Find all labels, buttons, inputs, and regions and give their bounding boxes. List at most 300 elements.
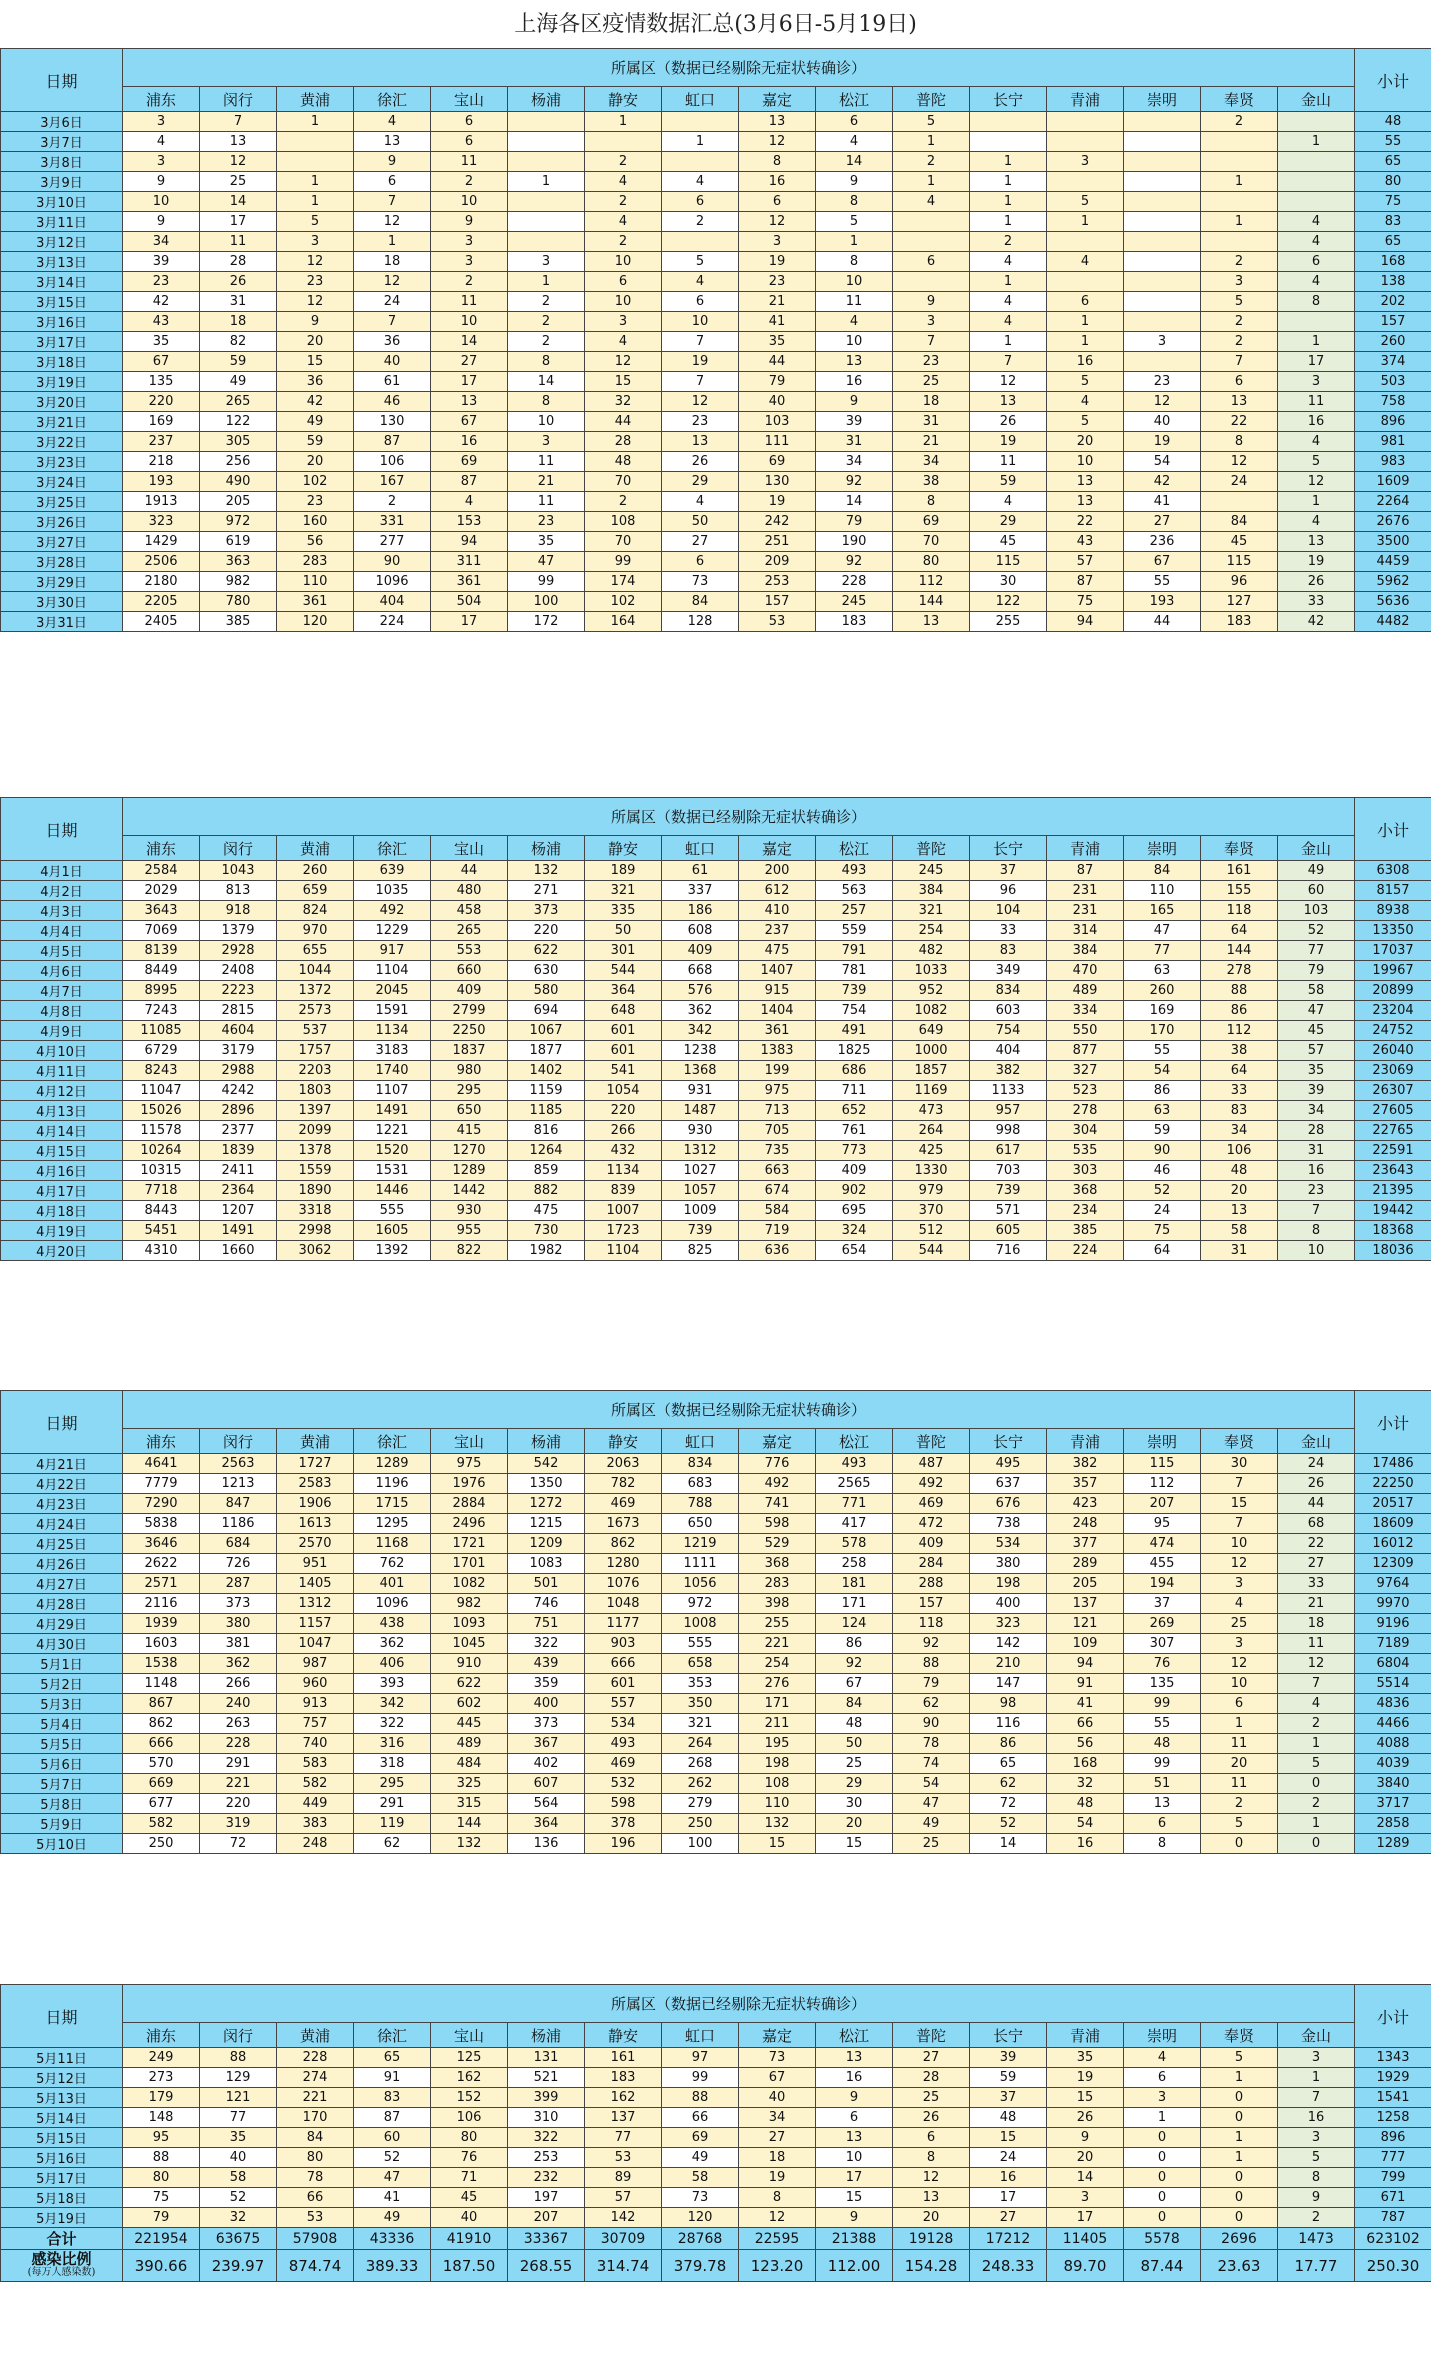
value-cell: 60 (1278, 881, 1355, 901)
value-cell: 582 (277, 1774, 354, 1794)
value-cell: 168 (1047, 1754, 1124, 1774)
subtotal-cell: 8938 (1355, 901, 1431, 921)
value-cell (1201, 232, 1278, 252)
district-header: 长宁 (970, 1429, 1047, 1454)
value-cell: 110 (1124, 881, 1201, 901)
value-cell: 1701 (431, 1554, 508, 1574)
subtotal-cell: 12309 (1355, 1554, 1431, 1574)
district-header: 金山 (1278, 1429, 1355, 1454)
value-cell: 6 (662, 192, 739, 212)
subtotal-cell: 9970 (1355, 1594, 1431, 1614)
ratio-cell: 314.74 (585, 2250, 662, 2282)
date-cell: 5月12日 (1, 2068, 123, 2088)
subtotal-cell: 16012 (1355, 1534, 1431, 1554)
value-cell: 791 (816, 941, 893, 961)
value-cell: 111 (739, 432, 816, 452)
value-cell: 162 (585, 2088, 662, 2108)
value-cell: 50 (585, 921, 662, 941)
value-cell: 264 (662, 1734, 739, 1754)
date-cell: 5月17日 (1, 2168, 123, 2188)
value-cell: 9 (893, 292, 970, 312)
value-cell: 423 (1047, 1494, 1124, 1514)
value-cell: 80 (277, 2148, 354, 2168)
value-cell: 12 (970, 372, 1047, 392)
table-row (1, 2168, 1431, 2188)
value-cell (508, 152, 585, 172)
date-cell: 4月8日 (1, 1001, 123, 1021)
value-cell: 25 (893, 2088, 970, 2108)
value-cell: 200 (739, 861, 816, 881)
value-cell: 12 (1278, 1654, 1355, 1674)
district-header: 虹口 (662, 2023, 739, 2048)
table-row (1, 472, 1431, 492)
value-cell: 563 (816, 881, 893, 901)
value-cell: 0 (1124, 2208, 1201, 2228)
value-cell: 19 (1278, 552, 1355, 572)
value-cell: 75 (1047, 592, 1124, 612)
value-cell (1047, 112, 1124, 132)
value-cell: 3643 (123, 901, 200, 921)
value-cell: 17 (200, 212, 277, 232)
value-cell: 1397 (277, 1101, 354, 1121)
value-cell: 659 (277, 881, 354, 901)
value-cell: 22 (1047, 512, 1124, 532)
value-cell: 278 (1047, 1101, 1124, 1121)
value-cell: 274 (277, 2068, 354, 2088)
value-cell: 183 (585, 2068, 662, 2088)
value-cell: 537 (277, 1021, 354, 1041)
value-cell: 63 (1124, 1101, 1201, 1121)
value-cell: 3 (585, 312, 662, 332)
value-cell: 2408 (200, 961, 277, 981)
subtotal-cell: 2264 (1355, 492, 1431, 512)
value-cell: 41 (1124, 492, 1201, 512)
value-cell: 1 (1278, 2068, 1355, 2088)
ratio-cell: 187.50 (431, 2250, 508, 2282)
subtotal-header: 小计 (1355, 798, 1431, 861)
value-cell: 171 (739, 1694, 816, 1714)
value-cell: 288 (893, 1574, 970, 1594)
value-cell: 205 (200, 492, 277, 512)
value-cell: 882 (508, 1181, 585, 1201)
value-cell: 455 (1124, 1554, 1201, 1574)
value-cell: 982 (200, 572, 277, 592)
date-cell: 5月10日 (1, 1834, 123, 1854)
value-cell: 16 (816, 2068, 893, 2088)
value-cell: 13 (1201, 392, 1278, 412)
value-cell: 385 (200, 612, 277, 632)
value-cell: 78 (277, 2168, 354, 2188)
date-header: 日期 (1, 49, 123, 112)
value-cell: 839 (585, 1181, 662, 1201)
value-cell: 1272 (508, 1494, 585, 1514)
value-cell: 48 (1201, 1161, 1278, 1181)
date-cell: 4月12日 (1, 1081, 123, 1101)
value-cell: 35 (739, 332, 816, 352)
value-cell: 741 (739, 1494, 816, 1514)
table-row (1, 2108, 1431, 2128)
table-row (1, 1081, 1431, 1101)
value-cell (662, 112, 739, 132)
subtotal-cell: 20517 (1355, 1494, 1431, 1514)
value-cell: 473 (893, 1101, 970, 1121)
value-cell: 1185 (508, 1101, 585, 1121)
value-cell: 130 (739, 472, 816, 492)
district-header: 静安 (585, 1429, 662, 1454)
ratio-cell: 390.66 (123, 2250, 200, 2282)
value-cell: 975 (431, 1454, 508, 1474)
value-cell: 35 (123, 332, 200, 352)
value-cell: 8995 (123, 981, 200, 1001)
value-cell: 34 (893, 452, 970, 472)
value-cell: 649 (893, 1021, 970, 1041)
value-cell: 2570 (277, 1534, 354, 1554)
value-cell: 13 (816, 352, 893, 372)
value-cell: 12 (893, 2168, 970, 2188)
value-cell: 209 (739, 552, 816, 572)
value-cell: 535 (1047, 1141, 1124, 1161)
value-cell: 557 (585, 1694, 662, 1714)
value-cell: 48 (585, 452, 662, 472)
value-cell: 28 (200, 252, 277, 272)
value-cell (277, 132, 354, 152)
value-cell: 1 (970, 192, 1047, 212)
value-cell: 304 (1047, 1121, 1124, 1141)
value-cell: 867 (123, 1694, 200, 1714)
subtotal-cell: 83 (1355, 212, 1431, 232)
value-cell: 39 (816, 412, 893, 432)
value-cell: 44 (431, 861, 508, 881)
value-cell: 77 (1124, 941, 1201, 961)
value-cell: 55 (1124, 1041, 1201, 1061)
date-cell: 3月16日 (1, 312, 123, 332)
value-cell: 762 (354, 1554, 431, 1574)
value-cell: 99 (1124, 1694, 1201, 1714)
value-cell: 449 (277, 1794, 354, 1814)
value-cell: 70 (893, 532, 970, 552)
district-header: 崇明 (1124, 1429, 1201, 1454)
subtotal-cell: 21395 (1355, 1181, 1431, 1201)
value-cell: 607 (508, 1774, 585, 1794)
value-cell: 1007 (585, 1201, 662, 1221)
value-cell: 15 (1047, 2088, 1124, 2108)
value-cell: 1076 (585, 1574, 662, 1594)
value-cell: 80 (893, 552, 970, 572)
value-cell: 58 (1278, 981, 1355, 1001)
value-cell: 1404 (739, 1001, 816, 1021)
value-cell: 1 (354, 232, 431, 252)
value-cell: 76 (1124, 1654, 1201, 1674)
value-cell (1047, 132, 1124, 152)
value-cell: 1 (1047, 312, 1124, 332)
value-cell: 605 (970, 1221, 1047, 1241)
value-cell (1278, 152, 1355, 172)
value-cell: 362 (200, 1654, 277, 1674)
value-cell: 52 (354, 2148, 431, 2168)
value-cell: 38 (893, 472, 970, 492)
value-cell: 1054 (585, 1081, 662, 1101)
district-header: 普陀 (893, 2023, 970, 2048)
value-cell: 34 (739, 2108, 816, 2128)
district-header: 杨浦 (508, 1429, 585, 1454)
table-row (1, 572, 1431, 592)
header-row (1, 49, 1431, 87)
value-cell: 998 (970, 1121, 1047, 1141)
value-cell: 2 (1278, 2208, 1355, 2228)
value-cell: 39 (1278, 1081, 1355, 1101)
value-cell: 1221 (354, 1121, 431, 1141)
district-header-row (1, 1429, 1431, 1454)
totals-label: 合计 (1, 2228, 123, 2250)
value-cell: 59 (1124, 1121, 1201, 1141)
value-cell: 220 (585, 1101, 662, 1121)
value-cell: 84 (277, 2128, 354, 2148)
value-cell: 83 (1201, 1101, 1278, 1121)
subtotal-cell: 2676 (1355, 512, 1431, 532)
value-cell: 6 (816, 2108, 893, 2128)
value-cell: 2 (431, 272, 508, 292)
subtotal-cell: 138 (1355, 272, 1431, 292)
date-cell: 5月11日 (1, 2048, 123, 2068)
value-cell: 1 (1201, 2148, 1278, 2168)
value-cell: 29 (970, 512, 1047, 532)
value-cell: 305 (200, 432, 277, 452)
value-cell: 12 (277, 292, 354, 312)
ratio-cell: 112.00 (816, 2250, 893, 2282)
value-cell: 1378 (277, 1141, 354, 1161)
value-cell: 1027 (662, 1161, 739, 1181)
date-cell: 3月9日 (1, 172, 123, 192)
value-cell: 1803 (277, 1081, 354, 1101)
value-cell: 14 (508, 372, 585, 392)
subtotal-cell: 1541 (1355, 2088, 1431, 2108)
district-header: 杨浦 (508, 2023, 585, 2048)
value-cell: 40 (200, 2148, 277, 2168)
value-cell: 34 (123, 232, 200, 252)
table-row (1, 1221, 1431, 1241)
value-cell: 2116 (123, 1594, 200, 1614)
value-cell: 47 (893, 1794, 970, 1814)
subtotal-cell: 26307 (1355, 1081, 1431, 1101)
value-cell: 7 (1278, 2088, 1355, 2108)
value-cell: 1009 (662, 1201, 739, 1221)
value-cell: 248 (1047, 1514, 1124, 1534)
value-cell: 1 (1201, 2128, 1278, 2148)
value-cell: 310 (508, 2108, 585, 2128)
value-cell: 1913 (123, 492, 200, 512)
value-cell (1201, 192, 1278, 212)
value-cell: 79 (893, 1674, 970, 1694)
value-cell: 30 (970, 572, 1047, 592)
value-cell: 8 (816, 192, 893, 212)
date-cell: 3月6日 (1, 112, 123, 132)
value-cell: 432 (585, 1141, 662, 1161)
date-cell: 4月25日 (1, 1534, 123, 1554)
value-cell: 50 (662, 512, 739, 532)
value-cell: 655 (277, 941, 354, 961)
date-cell: 4月10日 (1, 1041, 123, 1061)
subtotal-cell: 671 (1355, 2188, 1431, 2208)
date-cell: 3月7日 (1, 132, 123, 152)
value-cell: 221 (739, 1634, 816, 1654)
value-cell: 1209 (508, 1534, 585, 1554)
value-cell: 4604 (200, 1021, 277, 1041)
district-header: 金山 (1278, 2023, 1355, 2048)
date-cell: 4月28日 (1, 1594, 123, 1614)
value-cell: 287 (200, 1574, 277, 1594)
value-cell: 41 (739, 312, 816, 332)
value-cell: 637 (970, 1474, 1047, 1494)
value-cell: 25 (200, 172, 277, 192)
value-cell: 47 (508, 552, 585, 572)
value-cell: 847 (200, 1494, 277, 1514)
value-cell: 363 (200, 552, 277, 572)
value-cell: 757 (277, 1714, 354, 1734)
value-cell: 47 (354, 2168, 431, 2188)
value-cell: 13 (816, 2128, 893, 2148)
value-cell: 2 (1278, 1794, 1355, 1814)
value-cell: 279 (662, 1794, 739, 1814)
value-cell: 122 (970, 592, 1047, 612)
date-cell: 3月20日 (1, 392, 123, 412)
value-cell: 157 (893, 1594, 970, 1614)
value-cell: 2583 (277, 1474, 354, 1494)
value-cell: 47 (1124, 921, 1201, 941)
value-cell: 788 (662, 1494, 739, 1514)
value-cell: 2 (1201, 252, 1278, 272)
value-cell: 711 (816, 1081, 893, 1101)
value-cell: 164 (585, 612, 662, 632)
value-cell: 4 (970, 492, 1047, 512)
value-cell: 3 (508, 252, 585, 272)
value-cell: 1 (1047, 212, 1124, 232)
table-row (1, 352, 1431, 372)
value-cell: 315 (431, 1794, 508, 1814)
value-cell: 234 (1047, 1201, 1124, 1221)
value-cell: 2364 (200, 1181, 277, 1201)
value-cell: 254 (893, 921, 970, 941)
value-cell: 2584 (123, 861, 200, 881)
value-cell: 1047 (277, 1634, 354, 1654)
value-cell: 1 (1278, 1814, 1355, 1834)
value-cell: 283 (277, 552, 354, 572)
data-block-2 (0, 797, 1431, 1261)
value-cell: 61 (662, 861, 739, 881)
value-cell: 14 (1047, 2168, 1124, 2188)
value-cell: 79 (739, 372, 816, 392)
value-cell: 1727 (277, 1454, 354, 1474)
subtotal-cell: 4039 (1355, 1754, 1431, 1774)
subtotal-cell: 777 (1355, 2148, 1431, 2168)
subtotal-cell: 23204 (1355, 1001, 1431, 1021)
value-cell: 82 (200, 332, 277, 352)
value-cell: 50 (816, 1734, 893, 1754)
value-cell: 982 (431, 1594, 508, 1614)
value-cell: 84 (1201, 512, 1278, 532)
value-cell: 37 (1124, 1594, 1201, 1614)
value-cell: 106 (431, 2108, 508, 2128)
value-cell: 23 (277, 492, 354, 512)
value-cell: 19 (739, 2168, 816, 2188)
date-cell: 3月24日 (1, 472, 123, 492)
value-cell: 197 (508, 2188, 585, 2208)
value-cell: 10 (123, 192, 200, 212)
value-cell (662, 232, 739, 252)
value-cell: 2896 (200, 1101, 277, 1121)
value-cell: 224 (1047, 1241, 1124, 1261)
table-row (1, 1041, 1431, 1061)
value-cell: 555 (354, 1201, 431, 1221)
value-cell: 112 (893, 572, 970, 592)
district-header: 长宁 (970, 87, 1047, 112)
value-cell: 601 (585, 1021, 662, 1041)
district-header: 奉贤 (1201, 2023, 1278, 2048)
value-cell: 3646 (123, 1534, 200, 1554)
value-cell: 210 (970, 1654, 1047, 1674)
table-row (1, 921, 1431, 941)
value-cell: 7 (354, 192, 431, 212)
subtotal-cell: 260 (1355, 332, 1431, 352)
value-cell: 79 (123, 2208, 200, 2228)
value-cell: 121 (200, 2088, 277, 2108)
value-cell: 193 (1124, 592, 1201, 612)
value-cell: 1939 (123, 1614, 200, 1634)
district-header-row (1, 836, 1431, 861)
value-cell: 8 (739, 152, 816, 172)
value-cell: 10 (662, 312, 739, 332)
value-cell: 260 (277, 861, 354, 881)
value-cell: 4242 (200, 1081, 277, 1101)
value-cell: 1289 (354, 1454, 431, 1474)
value-cell: 2377 (200, 1121, 277, 1141)
value-cell: 20 (1201, 1754, 1278, 1774)
table-row (1, 112, 1431, 132)
value-cell: 751 (508, 1614, 585, 1634)
value-cell: 913 (277, 1694, 354, 1714)
value-cell: 6729 (123, 1041, 200, 1061)
value-cell: 276 (739, 1674, 816, 1694)
value-cell: 37 (970, 2088, 1047, 2108)
value-cell: 1186 (200, 1514, 277, 1534)
table-row (1, 1121, 1431, 1141)
value-cell: 2045 (354, 981, 431, 1001)
value-cell: 87 (354, 432, 431, 452)
value-cell: 137 (585, 2108, 662, 2128)
value-cell: 205 (1047, 1574, 1124, 1594)
value-cell: 493 (585, 1734, 662, 1754)
subtotal-cell: 202 (1355, 292, 1431, 312)
value-cell: 3 (1047, 2188, 1124, 2208)
value-cell: 4 (816, 132, 893, 152)
date-cell: 3月25日 (1, 492, 123, 512)
value-cell: 1392 (354, 1241, 431, 1261)
subtotal-cell: 22591 (1355, 1141, 1431, 1161)
value-cell: 25 (816, 1754, 893, 1774)
value-cell (1124, 292, 1201, 312)
date-cell: 4月22日 (1, 1474, 123, 1494)
value-cell: 570 (123, 1754, 200, 1774)
value-cell: 3 (277, 232, 354, 252)
value-cell: 918 (200, 901, 277, 921)
value-cell: 7 (1201, 1514, 1278, 1534)
date-cell: 3月26日 (1, 512, 123, 532)
value-cell: 322 (354, 1714, 431, 1734)
value-cell: 1048 (585, 1594, 662, 1614)
value-cell: 1096 (354, 572, 431, 592)
value-cell: 1196 (354, 1474, 431, 1494)
subtotal-cell: 168 (1355, 252, 1431, 272)
value-cell: 5 (1278, 2148, 1355, 2168)
